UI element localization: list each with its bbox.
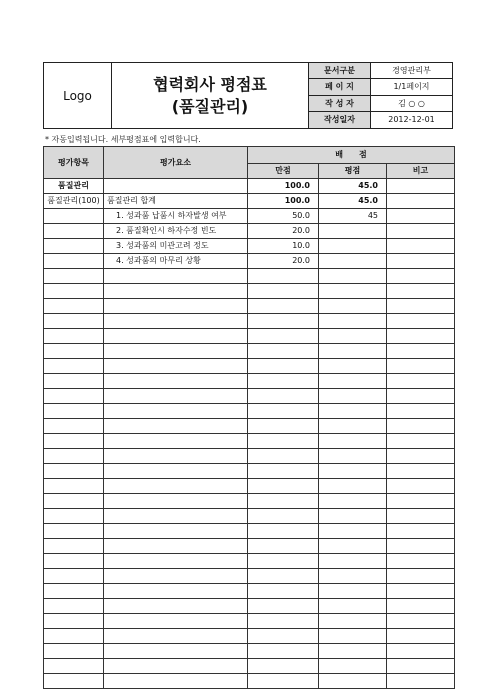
empty-cell[interactable] xyxy=(387,509,455,524)
doc-title: 협력회사 평점표 xyxy=(153,74,267,94)
empty-cell[interactable] xyxy=(248,314,319,329)
cell-full[interactable]: 20.0 xyxy=(248,224,319,239)
empty-cell[interactable] xyxy=(319,344,387,359)
empty-cell[interactable] xyxy=(319,464,387,479)
cell-full[interactable]: 10.0 xyxy=(248,239,319,254)
empty-cell[interactable] xyxy=(44,479,104,494)
empty-cell[interactable] xyxy=(44,404,104,419)
empty-cell[interactable] xyxy=(387,359,455,374)
empty-cell[interactable] xyxy=(104,464,248,479)
empty-cell[interactable] xyxy=(387,314,455,329)
empty-row xyxy=(44,539,455,554)
empty-cell[interactable] xyxy=(248,479,319,494)
empty-row xyxy=(44,629,455,644)
empty-cell[interactable] xyxy=(248,509,319,524)
empty-cell[interactable] xyxy=(319,629,387,644)
empty-cell[interactable] xyxy=(248,674,319,689)
empty-cell[interactable] xyxy=(104,419,248,434)
empty-cell[interactable] xyxy=(387,494,455,509)
empty-cell[interactable] xyxy=(387,614,455,629)
empty-cell[interactable] xyxy=(319,374,387,389)
empty-cell[interactable] xyxy=(248,644,319,659)
empty-cell[interactable] xyxy=(44,644,104,659)
empty-row xyxy=(44,554,455,569)
empty-cell[interactable] xyxy=(104,569,248,584)
empty-cell[interactable] xyxy=(104,524,248,539)
empty-cell[interactable] xyxy=(248,269,319,284)
empty-cell[interactable] xyxy=(387,584,455,599)
cell-full[interactable]: 100.0 xyxy=(248,194,319,209)
empty-cell[interactable] xyxy=(387,569,455,584)
empty-row xyxy=(44,404,455,419)
empty-row xyxy=(44,284,455,299)
empty-row xyxy=(44,344,455,359)
cell-item[interactable]: 품질관리(100) xyxy=(44,194,104,209)
meta-value-author: 김 ○ ○ xyxy=(371,96,452,112)
empty-cell[interactable] xyxy=(248,374,319,389)
empty-cell[interactable] xyxy=(387,269,455,284)
empty-cell[interactable] xyxy=(44,599,104,614)
cell-remark[interactable] xyxy=(387,209,455,224)
cell-rating[interactable] xyxy=(319,239,387,254)
empty-cell[interactable] xyxy=(248,614,319,629)
empty-cell[interactable] xyxy=(248,569,319,584)
table-row xyxy=(44,254,455,269)
empty-cell[interactable] xyxy=(387,539,455,554)
empty-cell[interactable] xyxy=(387,464,455,479)
empty-cell[interactable] xyxy=(387,629,455,644)
empty-cell[interactable] xyxy=(44,449,104,464)
empty-row xyxy=(44,464,455,479)
empty-row xyxy=(44,599,455,614)
meta-info xyxy=(309,63,452,128)
table-row xyxy=(44,239,455,254)
empty-cell[interactable] xyxy=(248,524,319,539)
empty-cell[interactable] xyxy=(44,494,104,509)
empty-cell[interactable] xyxy=(387,479,455,494)
empty-cell[interactable] xyxy=(248,359,319,374)
header-rating: 평점 xyxy=(319,164,387,179)
empty-cell[interactable] xyxy=(387,344,455,359)
empty-cell[interactable] xyxy=(319,584,387,599)
empty-cell[interactable] xyxy=(44,674,104,689)
empty-cell[interactable] xyxy=(319,389,387,404)
empty-cell[interactable] xyxy=(248,389,319,404)
evaluation-table xyxy=(43,146,455,689)
empty-cell[interactable] xyxy=(104,584,248,599)
empty-cell[interactable] xyxy=(44,629,104,644)
meta-value-date: 2012-12-01 xyxy=(388,115,435,125)
cell-full[interactable]: 20.0 xyxy=(248,254,319,269)
empty-row xyxy=(44,269,455,284)
empty-cell[interactable] xyxy=(387,419,455,434)
empty-cell[interactable] xyxy=(44,614,104,629)
empty-cell[interactable] xyxy=(104,614,248,629)
empty-row xyxy=(44,524,455,539)
empty-row xyxy=(44,449,455,464)
empty-cell[interactable] xyxy=(104,284,248,299)
document-header xyxy=(43,62,453,129)
empty-cell[interactable] xyxy=(319,449,387,464)
header-full-score: 만점 xyxy=(248,164,319,179)
empty-cell[interactable] xyxy=(44,269,104,284)
empty-cell[interactable] xyxy=(104,479,248,494)
empty-row xyxy=(44,359,455,374)
empty-row xyxy=(44,584,455,599)
empty-cell[interactable] xyxy=(104,599,248,614)
cell-full[interactable]: 50.0 xyxy=(248,209,319,224)
empty-cell[interactable] xyxy=(44,509,104,524)
empty-cell[interactable] xyxy=(319,359,387,374)
empty-row xyxy=(44,479,455,494)
empty-cell[interactable] xyxy=(44,539,104,554)
empty-cell[interactable] xyxy=(319,284,387,299)
logo-cell xyxy=(44,63,112,128)
empty-cell[interactable] xyxy=(44,524,104,539)
cell-item[interactable]: 품질관리 xyxy=(44,179,104,194)
empty-cell[interactable] xyxy=(44,299,104,314)
empty-row xyxy=(44,659,455,674)
cell-rating[interactable] xyxy=(319,224,387,239)
empty-cell[interactable] xyxy=(319,479,387,494)
empty-cell[interactable] xyxy=(44,329,104,344)
empty-cell[interactable] xyxy=(319,524,387,539)
empty-cell[interactable] xyxy=(319,329,387,344)
empty-cell[interactable] xyxy=(44,659,104,674)
empty-cell[interactable] xyxy=(387,329,455,344)
empty-cell[interactable] xyxy=(319,434,387,449)
empty-cell[interactable] xyxy=(248,329,319,344)
empty-cell[interactable] xyxy=(387,674,455,689)
empty-cell[interactable] xyxy=(248,494,319,509)
empty-cell[interactable] xyxy=(248,299,319,314)
empty-cell[interactable] xyxy=(44,569,104,584)
empty-cell[interactable] xyxy=(104,434,248,449)
meta-label-author: 작 성 자 xyxy=(309,96,371,112)
empty-cell[interactable] xyxy=(319,599,387,614)
doc-subtitle: (품질관리) xyxy=(171,96,249,116)
empty-cell[interactable] xyxy=(387,554,455,569)
empty-cell[interactable] xyxy=(387,374,455,389)
cell-remark[interactable] xyxy=(387,224,455,239)
cell-rating[interactable] xyxy=(319,254,387,269)
auto-input-note: * 자동입력됩니다. 세부평점표에 입력합니다. xyxy=(45,135,201,144)
empty-cell[interactable] xyxy=(319,569,387,584)
logo: Logo xyxy=(63,88,92,103)
cell-element[interactable]: 2. 품질확인시 하자수정 빈도 xyxy=(104,224,248,239)
empty-cell[interactable] xyxy=(104,659,248,674)
empty-row xyxy=(44,614,455,629)
meta-value-doc-type: 경영관리부 xyxy=(371,63,452,79)
empty-cell[interactable] xyxy=(387,599,455,614)
empty-row xyxy=(44,374,455,389)
empty-cell[interactable] xyxy=(248,629,319,644)
meta-label-page: 페 이 지 xyxy=(309,79,371,95)
empty-cell[interactable] xyxy=(104,509,248,524)
cell-rating[interactable]: 45 xyxy=(319,209,387,224)
table-row xyxy=(44,194,455,209)
header-score-group: 배 점 xyxy=(248,147,455,164)
empty-cell[interactable] xyxy=(387,284,455,299)
empty-cell[interactable] xyxy=(387,389,455,404)
empty-cell[interactable] xyxy=(319,299,387,314)
empty-cell[interactable] xyxy=(44,584,104,599)
empty-cell[interactable] xyxy=(248,284,319,299)
empty-cell[interactable] xyxy=(104,539,248,554)
empty-cell[interactable] xyxy=(319,614,387,629)
empty-cell[interactable] xyxy=(44,284,104,299)
empty-row xyxy=(44,389,455,404)
cell-element[interactable] xyxy=(104,179,248,194)
table-row xyxy=(44,224,455,239)
empty-cell[interactable] xyxy=(104,374,248,389)
empty-cell[interactable] xyxy=(44,374,104,389)
empty-cell[interactable] xyxy=(387,644,455,659)
meta-label-doc-type: 문서구분 xyxy=(309,63,371,79)
empty-cell[interactable] xyxy=(104,344,248,359)
empty-cell[interactable] xyxy=(104,629,248,644)
empty-row xyxy=(44,509,455,524)
empty-cell[interactable] xyxy=(319,539,387,554)
empty-cell[interactable] xyxy=(44,554,104,569)
table-row xyxy=(44,209,455,224)
empty-cell[interactable] xyxy=(319,494,387,509)
empty-cell[interactable] xyxy=(104,494,248,509)
empty-cell[interactable] xyxy=(319,554,387,569)
empty-cell[interactable] xyxy=(387,659,455,674)
cell-rating[interactable]: 45.0 xyxy=(319,194,387,209)
cell-element[interactable]: 1. 성과품 납품시 하자발생 여부 xyxy=(104,209,248,224)
empty-row xyxy=(44,674,455,689)
empty-cell[interactable] xyxy=(104,404,248,419)
empty-cell[interactable] xyxy=(44,434,104,449)
empty-cell[interactable] xyxy=(248,434,319,449)
cell-rating[interactable]: 45.0 xyxy=(319,179,387,194)
empty-cell[interactable] xyxy=(387,524,455,539)
empty-cell[interactable] xyxy=(44,359,104,374)
empty-row xyxy=(44,419,455,434)
empty-cell[interactable] xyxy=(104,329,248,344)
table-body xyxy=(44,179,455,689)
empty-cell[interactable] xyxy=(319,314,387,329)
empty-row xyxy=(44,644,455,659)
empty-cell[interactable] xyxy=(104,674,248,689)
empty-row xyxy=(44,314,455,329)
empty-cell[interactable] xyxy=(104,269,248,284)
empty-cell[interactable] xyxy=(248,599,319,614)
meta-value-page: 1/1페이지 xyxy=(371,79,452,95)
empty-cell[interactable] xyxy=(248,554,319,569)
cell-element[interactable]: 품질관리 합계 xyxy=(104,194,248,209)
empty-cell[interactable] xyxy=(319,644,387,659)
cell-full[interactable]: 100.0 xyxy=(248,179,319,194)
empty-cell[interactable] xyxy=(104,449,248,464)
meta-label-date: 작성일자 xyxy=(309,112,371,128)
cell-remark[interactable] xyxy=(387,254,455,269)
cell-item[interactable] xyxy=(44,224,104,239)
empty-cell[interactable] xyxy=(319,509,387,524)
empty-cell[interactable] xyxy=(319,419,387,434)
cell-item[interactable] xyxy=(44,239,104,254)
empty-cell[interactable] xyxy=(104,554,248,569)
empty-cell[interactable] xyxy=(248,464,319,479)
empty-cell[interactable] xyxy=(44,464,104,479)
empty-row xyxy=(44,329,455,344)
empty-cell[interactable] xyxy=(104,359,248,374)
empty-cell[interactable] xyxy=(387,449,455,464)
cell-item[interactable] xyxy=(44,209,104,224)
cell-element[interactable]: 4. 성과품의 마무리 상황 xyxy=(104,254,248,269)
empty-cell[interactable] xyxy=(387,404,455,419)
empty-cell[interactable] xyxy=(248,539,319,554)
empty-cell[interactable] xyxy=(248,449,319,464)
empty-cell[interactable] xyxy=(248,584,319,599)
cell-remark[interactable] xyxy=(387,239,455,254)
empty-cell[interactable] xyxy=(319,404,387,419)
empty-cell[interactable] xyxy=(248,659,319,674)
empty-cell[interactable] xyxy=(387,299,455,314)
empty-cell[interactable] xyxy=(104,314,248,329)
empty-row xyxy=(44,494,455,509)
header-item: 평가항목 xyxy=(44,147,104,179)
empty-cell[interactable] xyxy=(319,269,387,284)
empty-cell[interactable] xyxy=(104,644,248,659)
empty-cell[interactable] xyxy=(104,299,248,314)
title-cell xyxy=(112,63,309,128)
cell-element[interactable]: 3. 성과품의 미관고려 정도 xyxy=(104,239,248,254)
empty-cell[interactable] xyxy=(319,674,387,689)
table-row xyxy=(44,179,455,194)
empty-cell[interactable] xyxy=(248,344,319,359)
empty-cell[interactable] xyxy=(44,389,104,404)
empty-cell[interactable] xyxy=(44,344,104,359)
header-element: 평가요소 xyxy=(104,147,248,179)
empty-cell[interactable] xyxy=(44,314,104,329)
empty-cell[interactable] xyxy=(319,659,387,674)
cell-remark[interactable] xyxy=(387,194,455,209)
empty-row xyxy=(44,569,455,584)
cell-item[interactable] xyxy=(44,254,104,269)
empty-cell[interactable] xyxy=(104,389,248,404)
cell-remark[interactable] xyxy=(387,179,455,194)
empty-row xyxy=(44,434,455,449)
empty-cell[interactable] xyxy=(387,434,455,449)
empty-cell[interactable] xyxy=(248,419,319,434)
empty-row xyxy=(44,299,455,314)
empty-cell[interactable] xyxy=(44,419,104,434)
empty-cell[interactable] xyxy=(248,404,319,419)
header-remark: 비고 xyxy=(387,164,455,179)
